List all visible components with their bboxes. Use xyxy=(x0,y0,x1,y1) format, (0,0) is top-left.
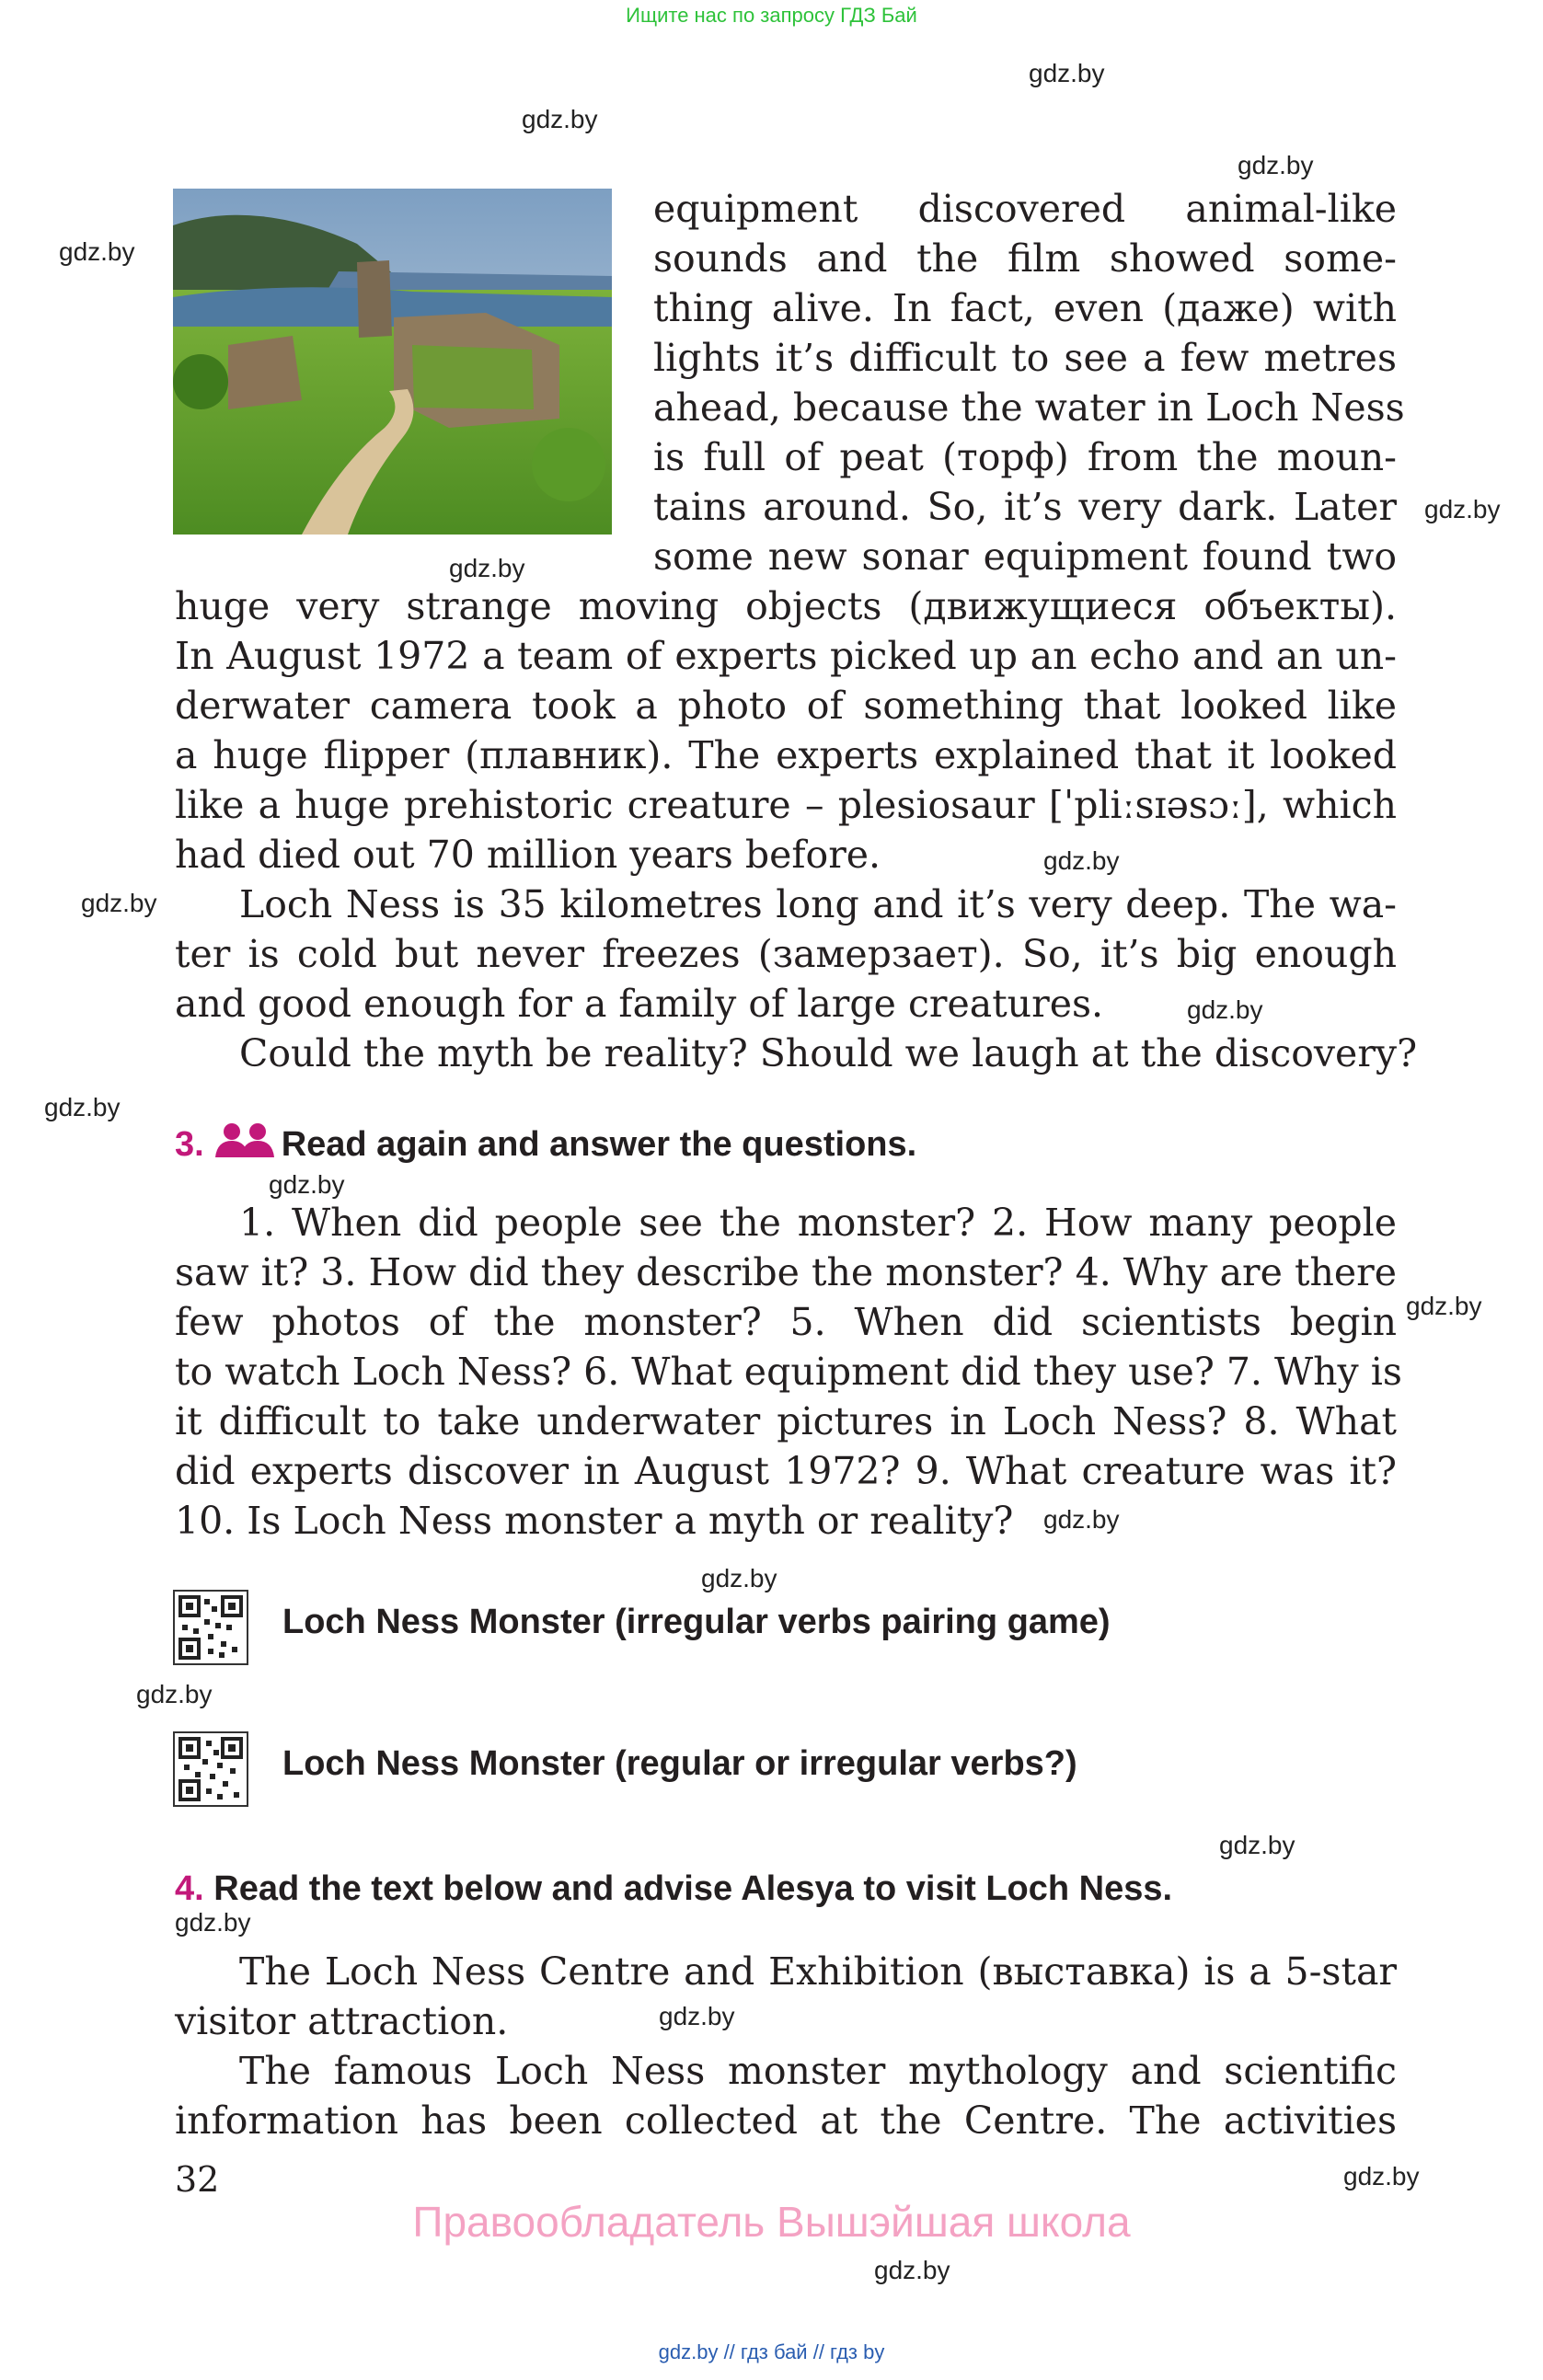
watermark: gdz.by xyxy=(81,889,157,917)
text-line: is full of peat (торф) from the moun- xyxy=(653,435,1397,479)
watermark: gdz.by xyxy=(1424,495,1501,523)
text-line: thing alive. In fact, even (даже) with xyxy=(653,286,1397,330)
text-line: like a huge prehistoric creature – plesiosaur [ˈpliːsɪəsɔː], which xyxy=(175,783,1397,827)
text-line: ter is cold but never freezes (замерзает). So, it’s big enough xyxy=(175,932,1397,976)
watermark: gdz.by xyxy=(522,105,598,133)
task3-question-line: did experts discover in August 1972? 9. What creature was it? xyxy=(175,1449,1397,1493)
watermark: gdz.by xyxy=(874,2256,950,2284)
watermark: gdz.by xyxy=(1219,1831,1295,1859)
watermark: gdz.by xyxy=(1406,1292,1482,1320)
castle-landscape-photo xyxy=(173,189,612,535)
text-line: a huge flipper (плавник). The experts explained that it looked xyxy=(175,733,1397,777)
watermark: gdz.by xyxy=(701,1564,777,1592)
text-line: lights it’s difficult to see a few metres xyxy=(653,336,1397,380)
task3-question-line: to watch Loch Ness? 6. What equipment did they use? 7. Why is xyxy=(175,1350,1402,1394)
text-line: had died out 70 million years before. xyxy=(175,833,881,877)
watermark: gdz.by xyxy=(1343,2162,1420,2190)
footer-links[interactable]: gdz.by // гдз бай // гдз by xyxy=(658,2340,885,2363)
task3-question-line: 1. When did people see the monster? 2. How many people xyxy=(239,1201,1397,1245)
task3-title: Read again and answer the questions. xyxy=(281,1125,917,1164)
text-line: In August 1972 a team of experts picked up an echo and an un- xyxy=(175,634,1397,678)
watermark: gdz.by xyxy=(659,2002,735,2030)
watermark: gdz.by xyxy=(59,237,135,266)
qr-link-label[interactable]: Loch Ness Monster (irregular verbs pairing game) xyxy=(282,1603,1111,1641)
task4-text-line: The Loch Ness Centre and Exhibition (выставка) is a 5-star xyxy=(239,1949,1397,1994)
watermark: gdz.by xyxy=(269,1170,345,1199)
text-line: equipment discovered animal-like xyxy=(653,187,1397,231)
watermark: gdz.by xyxy=(136,1680,213,1708)
text-line: huge very strange moving objects (движущиеся объекты). xyxy=(175,584,1397,628)
pair-work-icon xyxy=(213,1122,276,1168)
task4-text-line: visitor attraction. xyxy=(175,1999,509,2043)
watermark: gdz.by xyxy=(1043,1505,1120,1534)
task3-question-line: 10. Is Loch Ness monster a myth or reality? xyxy=(175,1499,1014,1543)
task4-text-line: information has been collected at the Centre. The activities xyxy=(175,2098,1397,2143)
task3-question-line: few photos of the monster? 5. When did scientists begin xyxy=(175,1300,1397,1344)
watermark: gdz.by xyxy=(1238,151,1314,179)
text-line: some new sonar equipment found two xyxy=(653,535,1397,579)
watermark: gdz.by xyxy=(44,1093,121,1121)
text-line: Could the myth be reality? Should we laugh at the discovery? xyxy=(239,1031,1418,1075)
text-line: and good enough for a family of large creatures. xyxy=(175,982,1104,1026)
task3-question-line: saw it? 3. How did they describe the monster? 4. Why are there xyxy=(175,1250,1397,1294)
qr-link-label[interactable]: Loch Ness Monster (regular or irregular verbs?) xyxy=(282,1744,1077,1783)
task4-number: 4. xyxy=(175,1869,204,1908)
copyright-notice: Правообладатель Вышэйшая школа xyxy=(412,2198,1131,2246)
task3-question-line: it difficult to take underwater pictures in Loch Ness? 8. What xyxy=(175,1399,1397,1443)
watermark: gdz.by xyxy=(1043,846,1120,875)
task4-title: Read the text below and advise Alesya to visit Loch Ness. xyxy=(213,1869,1173,1908)
text-line: Loch Ness is 35 kilometres long and it’s very deep. The wa- xyxy=(239,882,1397,926)
task3-heading xyxy=(175,1122,916,1168)
task3-number: 3. xyxy=(175,1125,204,1164)
top-banner[interactable]: Ищите нас по запросу ГДЗ Бай xyxy=(626,4,917,27)
task4-text-line: The famous Loch Ness monster mythology and scientific xyxy=(239,2049,1397,2093)
text-line: ahead, because the water in Loch Ness xyxy=(653,385,1405,430)
watermark: gdz.by xyxy=(1187,995,1263,1024)
page-number: 32 xyxy=(175,2159,220,2200)
qr-code-icon[interactable] xyxy=(173,1731,248,1807)
watermark: gdz.by xyxy=(1029,59,1105,87)
watermark: gdz.by xyxy=(449,554,525,582)
text-line: sounds and the film showed some- xyxy=(653,236,1397,281)
qr-code-icon[interactable] xyxy=(173,1590,248,1665)
task4-heading xyxy=(175,1869,1172,1909)
watermark: gdz.by xyxy=(175,1908,251,1937)
text-line: tains around. So, it’s very dark. Later xyxy=(653,485,1397,529)
text-line: derwater camera took a photo of something that looked like xyxy=(175,684,1397,728)
